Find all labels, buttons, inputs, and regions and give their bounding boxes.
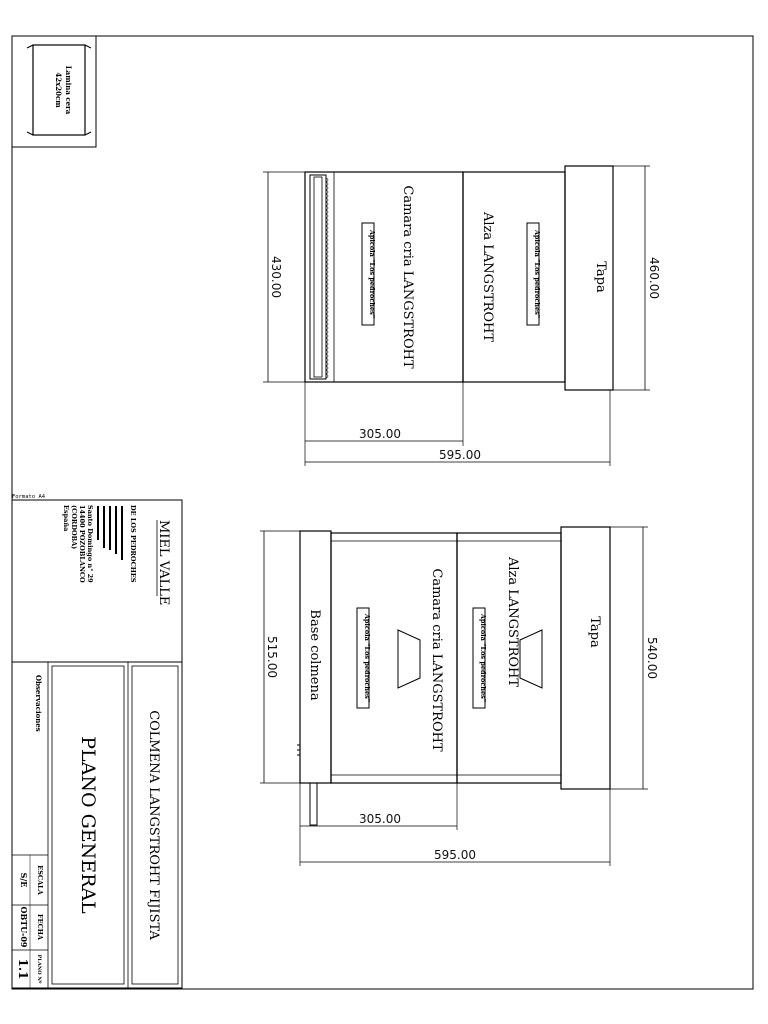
observations-label: Observaciones xyxy=(34,675,43,732)
top-dim-width-total: 595.00 xyxy=(439,448,481,462)
bottom-dim-height-left: 515.00 xyxy=(265,636,279,678)
top-dim-height-left: 430.00 xyxy=(269,256,283,298)
address-line-4: España xyxy=(62,505,70,532)
sheet-format-label: Formato A4 xyxy=(12,494,46,500)
top-stamp-brood xyxy=(362,223,376,325)
date-value: OBTU-09 xyxy=(19,906,29,948)
sheet-frame xyxy=(12,36,753,989)
top-brood-box xyxy=(305,172,463,382)
top-dim-width-inner: 305.00 xyxy=(359,427,401,441)
scale-label: ESCALA xyxy=(36,865,44,895)
bottom-dim-width-inner: 305.00 xyxy=(359,812,401,826)
svg-text:Apicola "Los pedroches": Apicola "Los pedroches" xyxy=(533,229,541,319)
svg-text:Apicola "Los pedroches": Apicola "Los pedroches" xyxy=(479,613,487,703)
title-block xyxy=(12,494,182,988)
top-lid-label: Tapa xyxy=(593,261,608,293)
top-super-box xyxy=(463,172,565,382)
drawing-top-view xyxy=(263,166,661,466)
bottom-brood-label: Camara cria LANGSTROHT xyxy=(429,568,444,752)
scale-value: S/E xyxy=(19,872,29,888)
address-line-3: (CORDOBA) xyxy=(70,505,78,550)
bottom-dim-width-total: 595.00 xyxy=(434,848,476,862)
top-dim-height-right: 460.00 xyxy=(647,257,661,299)
plane-label: PLANO Nº xyxy=(36,954,42,984)
address-line-1: Santo Domingo n° 29 xyxy=(86,505,94,583)
bottom-stamp-brood xyxy=(357,608,371,708)
corner-note-line1: Lamina cera xyxy=(64,65,73,115)
drawing-title: PLANO GENERAL xyxy=(77,736,99,914)
company-subtitle: DE LOS PEDROCHES xyxy=(129,505,137,583)
corner-note xyxy=(12,36,96,147)
bottom-lid-label: Tapa xyxy=(587,616,602,648)
bottom-stamp-super xyxy=(473,608,487,708)
drawing-bottom-view xyxy=(260,527,659,866)
svg-text:Apicola "Los pedroches": Apicola "Los pedroches" xyxy=(363,613,371,703)
top-stamp-super xyxy=(527,223,541,325)
top-super-label: Alza LANGSTROHT xyxy=(480,211,495,343)
top-brood-label: Camara cria LANGSTROHT xyxy=(400,185,415,369)
bottom-dim-height-right: 540.00 xyxy=(645,637,659,679)
company-name: MIEL VALLE xyxy=(156,520,171,606)
super-handle-icon xyxy=(520,630,542,688)
bottom-lid xyxy=(561,527,610,789)
brood-handle-icon xyxy=(398,630,420,688)
svg-text:Apicola "Los pedroches": Apicola "Los pedroches" xyxy=(368,229,376,319)
plane-value: 1.1 xyxy=(16,958,30,980)
scribble-lines xyxy=(98,506,122,560)
bottom-base-label: Base colmena xyxy=(307,609,322,701)
project-title: COLMENA LANGSTROHT FIJISTA xyxy=(146,710,161,940)
bottom-super-label: Alza LANGSTROHT xyxy=(505,556,520,688)
address-line-2: 14400 POZOBLANCO xyxy=(78,505,86,583)
date-label: FECHA xyxy=(36,914,44,940)
corner-note-line2: 42x20cm xyxy=(54,72,63,108)
